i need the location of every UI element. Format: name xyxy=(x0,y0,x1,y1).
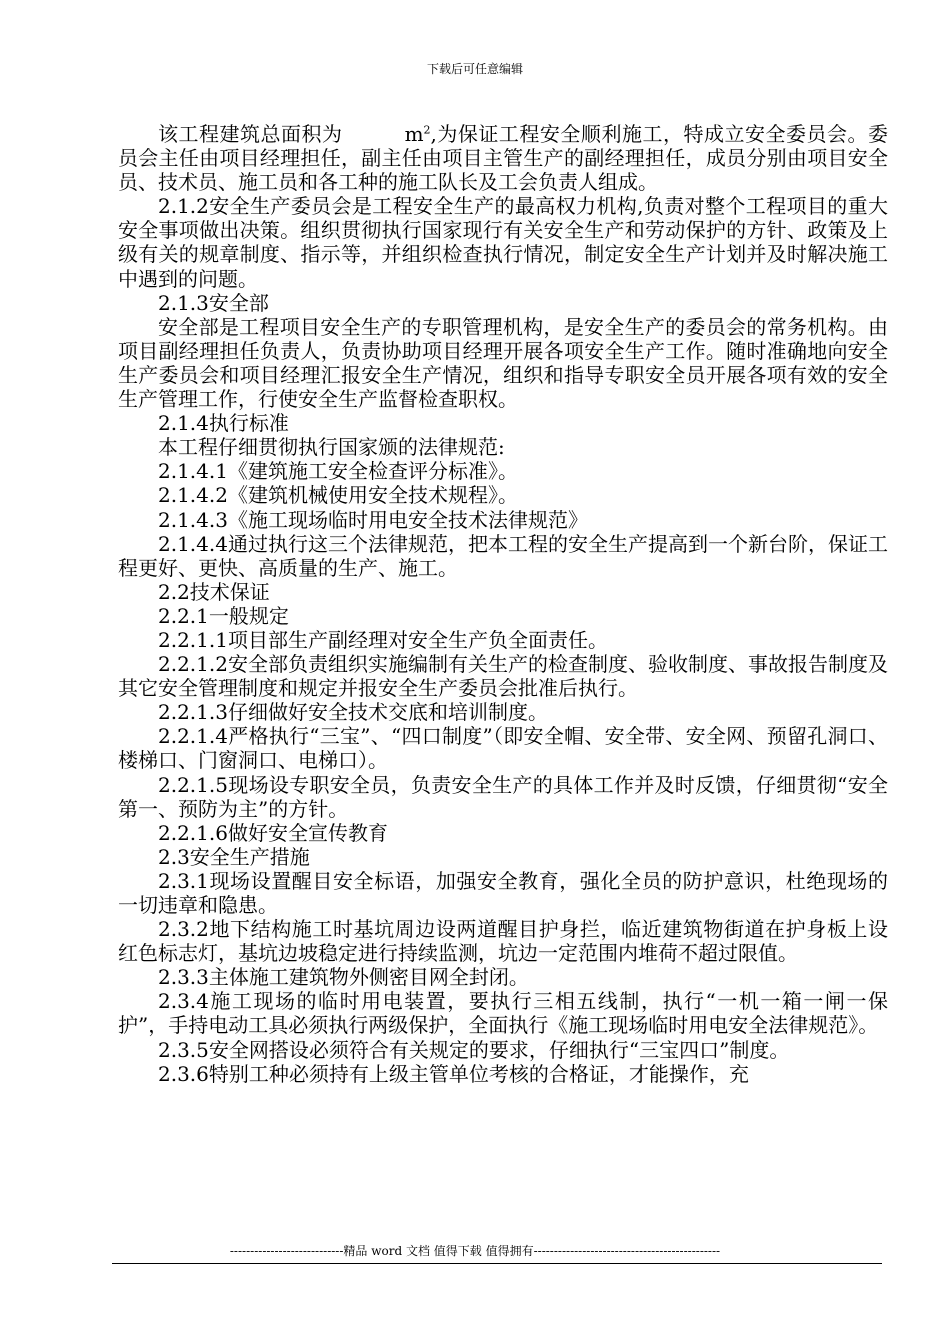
paragraph: 本工程仔细贯彻执行国家颁的法律规范: xyxy=(158,435,505,460)
list-item: 2.3.5安全网搭设必须符合有关规定的要求，仔细执行“三宝四口”制度。 xyxy=(158,1037,790,1062)
paragraph: 2.1.2安全生产委员会是工程安全生产的最高权力机构,负责对整个工程项目的重大安全事项做出决策。组织贯彻执行国家现行有关安全生产和劳动保护的方针、政策及上级有关的规章制度、指示等，并组织检查执行情况，制定安全生产计划并及时解决施工中遇到的问题。 xyxy=(118,194,888,291)
list-item: 2.3.4施工现场的临时用电装置，要执行三相五线制，执行“一机一箱一闸一保护”，手持电动工具必须执行两级保护，全面执行《施工现场临时用电安全法律规范》。 xyxy=(118,989,888,1038)
page-footer: ----------------------------精品 word 文档 值得下载 值得拥有---------------------------------------------- xyxy=(229,1244,721,1258)
list-item: 2.3.1现场设置醒目安全标语，加强安全教育，强化全员的防护意识，杜绝现场的一切违章和隐患。 xyxy=(118,868,888,917)
section-heading: 2.1.3安全部 xyxy=(158,290,269,315)
area-unit-superscript: 2 xyxy=(423,123,431,137)
list-item: 2.1.4.3《施工现场临时用电安全技术法律规范》 xyxy=(158,507,588,532)
intro-paragraph xyxy=(118,122,888,194)
document-body xyxy=(118,122,888,1086)
section-heading: 2.3安全生产措施 xyxy=(158,844,310,869)
area-unit: m xyxy=(404,122,424,146)
list-item: 2.2.1.2安全部负责组织实施编制有关生产的检查制度、验收制度、事故报告制度及其它安全管理制度和规定并报安全生产委员会批准后执行。 xyxy=(118,652,888,701)
footer-rule xyxy=(112,1263,882,1264)
section-heading: 2.2.1一般规定 xyxy=(158,603,289,628)
paragraph: 安全部是工程项目安全生产的专职管理机构，是安全生产的委员会的常务机构。由项目副经理担任负责人，负责协助项目经理开展各项安全生产工作。随时准确地向安全生产委员会和项目经理汇报安全生产情况，组织和指导专职安全员开展各项有效的安全生产管理工作，行使安全生产监督检查职权。 xyxy=(118,314,888,412)
list-item: 2.3.2地下结构施工时基坑周边设两道醒目护身拦，临近建筑物街道在护身板上设红色标志灯，基坑边坡稳定进行持续监测，坑边一定范围内堆荷不超过限值。 xyxy=(118,917,888,966)
list-item: 2.1.4.4通过执行这三个法律规范，把本工程的安全生产提高到一个新台阶，保证工程更好、更快、高质量的生产、施工。 xyxy=(118,531,888,580)
intro-text-after: ,为保证工程安全顺利施工，特成立安全委员会。委员会主任由项目经理担任，副主任由项目主管生产的副经理担任，成员分别由项目安全员、技术员、施工员和各工种的施工队长及工会负责人组成。 xyxy=(118,122,889,195)
list-item: 2.1.4.1《建筑施工安全检查评分标准》。 xyxy=(158,459,518,484)
list-item: 2.3.6特别工种必须持有上级主管单位考核的合格证，才能操作，充 xyxy=(158,1061,749,1086)
list-item: 2.3.3主体施工建筑物外侧密目网全封闭。 xyxy=(158,965,529,990)
intro-text-before: 该工程建筑总面积为 xyxy=(158,122,343,146)
list-item: 2.2.1.4严格执行“三宝”、“四口制度”（即安全帽、安全带、安全网、预留孔洞口、楼梯口、门窗洞口、电梯口）。 xyxy=(118,724,888,773)
list-item: 2.2.1.3仔细做好安全技术交底和培训制度。 xyxy=(158,700,548,725)
page-header: 下载后可任意编辑 xyxy=(426,62,523,76)
section-heading: 2.1.4执行标准 xyxy=(158,411,289,436)
section-heading: 2.2技术保证 xyxy=(158,579,270,604)
list-item: 2.2.1.5现场设专职安全员，负责安全生产的具体工作并及时反馈，仔细贯彻“安全第一、预防为主”的方针。 xyxy=(118,772,888,821)
list-item: 2.1.4.2《建筑机械使用安全技术规程》。 xyxy=(158,483,518,508)
list-item: 2.2.1.6做好安全宣传教育 xyxy=(158,820,388,845)
list-item: 2.2.1.1项目部生产副经理对安全生产负全面责任。 xyxy=(158,627,608,652)
